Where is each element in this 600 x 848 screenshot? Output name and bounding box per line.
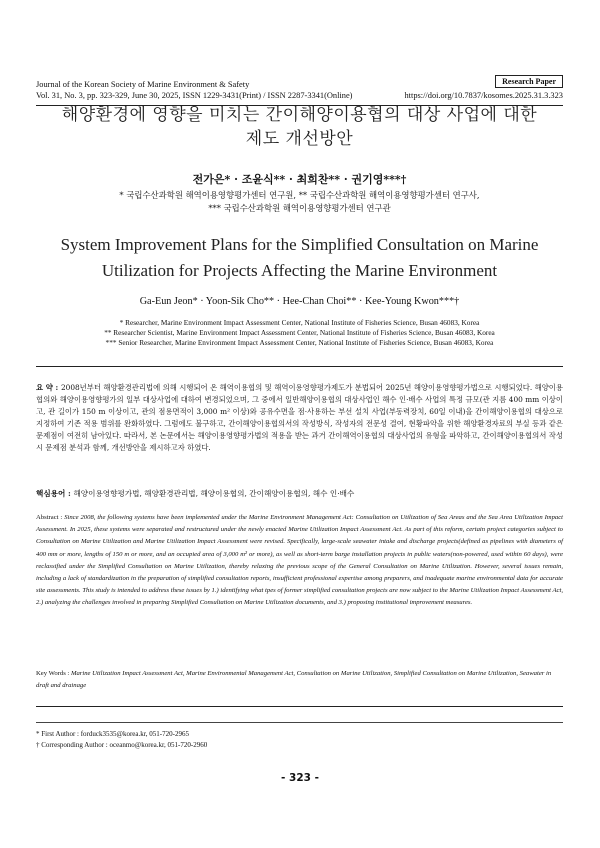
english-title — [36, 232, 563, 284]
journal-info — [36, 79, 352, 101]
english-affiliations — [36, 318, 563, 348]
korean-affiliation-1: * 국립수산과학원 해역이용영향평가센터 연구원, ** 국립수산과학원 해역이용영향평가센터 연구사, — [119, 190, 480, 200]
english-abstract-text: Since 2008, the following systems have been implemented under the Marine Environment Management Act: Consultation on Utilization of Sea Areas and the Sea Area Utilization Impact Assessment. In 2025, these systems were separated and restructured under the newly enacted Marine Utilization Impact Assessment Act. As part of this reform, certain project categories subject to Consultation on Marine Utilization and Marine Utilization Impact Assessment were revised. Specifically, large-scale seawater intake and discharge projects(defined as pipelines with diameters of 400 mm or more, lengths of 150 m or more, and an occupied area of 3,000 m² or more), as well as short-term barge installation projects in public waters(non-powered, used within 60 days), were reclassified under the Simplified Consultation on Marine Utilization, thereby relaxing the previous scope of the General Consultation on Marine Utilization. However, several issues remain, including a lack of standardization in the preparation of simplified consultation reports, insufficient professional expertise among preparers, and inadequate marine environmental data for accurate site assessments. This study is intended to address these issues by 1.) identifying what tpes of former simplified consultation projects are now subject to the Marine Utilization Impact Assessment Act, 2.) analyzing the challenges involved in preparing Simplified Consultation on Marine Utilization documents, and 3.) proposing institutional improvement measures. — [36, 514, 564, 607]
korean-title-line-2: 제도 개선방안 — [245, 129, 354, 149]
journal-volume: Vol. 31, No. 3, pp. 323-329, June 30, 2025, ISSN 1229-3431(Print) / ISSN 2287-3341(Online) — [36, 91, 353, 100]
english-keywords-text: Marine Utilization Impact Assessment Act, Marine Environmental Management Act, Consultation on Marine Utilization, Simplified Consultation on Marine Utilization, Seawater in draft and drainage — [36, 670, 552, 690]
footnotes — [36, 722, 563, 750]
english-keywords — [36, 668, 563, 692]
abstract-bottom-rule — [36, 706, 563, 707]
journal-name: Journal of the Korean Society of Marine Environment & Safety — [36, 80, 250, 89]
korean-affiliations — [36, 189, 563, 215]
english-affiliation-2: ** Researcher Scientist, Marine Environment Impact Assessment Center, National Institute of Fisheries Science, Busan 46083, Korea — [104, 328, 495, 337]
english-affiliation-1: * Researcher, Marine Environment Impact Assessment Center, National Institute of Fisheries Science, Busan 46083, Korea — [119, 318, 480, 327]
korean-abstract-label: 요 약 : — [36, 383, 61, 392]
english-abstract-label: Abstract : — [36, 514, 65, 521]
english-affiliation-3: *** Senior Researcher, Marine Environment Impact Assessment Center, National Institute of Fisheries Science, Busan 46083, Korea — [105, 338, 494, 347]
doi-link[interactable]: https://doi.org/10.7837/kosomes.2025.31.3.323 — [404, 91, 563, 100]
korean-abstract — [36, 382, 563, 454]
korean-keywords — [36, 488, 354, 499]
korean-authors: 전가은* · 조윤식** · 최희찬** · 권기영***† — [192, 173, 407, 186]
page-number: - 323 - — [281, 772, 319, 784]
abstract-top-rule — [36, 366, 563, 367]
english-authors: Ga-Eun Jeon* · Yoon-Sik Cho** · Hee-Chan Choi** · Kee-Young Kwon***† — [139, 296, 460, 307]
first-author-note: * First Author : forduck3535@korea.kr, 051-720-2965 — [36, 730, 189, 738]
korean-abstract-text: 2008년부터 해양환경관리법에 의해 시행되어 온 해역이용협의 및 해역이용영향평가제도가 분법되어 2025년 해양이용영향평가법으로 시행되었다. 해양이용협의와 해양이용영향평가의 일부 대상사업에 대하여 변경되었으며, 그 중에서 일반해양이용협의 대상사업인 해수 인·배수 사업의 특정 규모(관 지름 400 mm 이상이고, 관 길이가 150 m 이상이고, 관의 점용면적이 3,000 m² 이상)와 공유수면을 점·사용하는 부선 설치 사업(부동력장치, 60일 이내)을 간이해양이용협의 대상으로 지정하여 기존 적용 범위를 완화하였다. 그럼에도 불구하고, 간이해양이용협의서의 작성방식, 작성자의 전문성 결여, 현황파악을 위한 해양환경자료의 부실 등과 같은 문제점이 여전히 남아있다. 따라서, 본 논문에서는 해양이용영향평가법의 적용을 받는 과거 간이해역이용협의 대상사업의 유형을 파악하고, 간이해양이용협의서 작성 시 문제점 분석과 함께, 개선방안을 제시하고자 하였다. — [36, 383, 563, 452]
corresponding-author-note: † Corresponding Author : oceanmo@korea.kr, 051-720-2960 — [36, 740, 208, 749]
english-title-line-1: System Improvement Plans for the Simplified Consultation on Marine — [60, 235, 539, 254]
english-title-line-2: Utilization for Projects Affecting the Marine Environment — [101, 261, 498, 280]
english-keywords-label: Key Words : — [36, 670, 71, 677]
korean-keywords-text: 해양이용영향평가법, 해양환경관리법, 해양이용협의, 간이해양이용협의, 해수 인·배수 — [73, 489, 355, 498]
korean-title-line-1: 해양환경에 영향을 미치는 간이해양이용협의 대상 사업에 대한 — [61, 105, 538, 125]
korean-keywords-label: 핵심용어 : — [36, 489, 74, 498]
korean-title — [36, 103, 563, 151]
korean-affiliation-2: *** 국립수산과학원 해역이용영향평가센터 연구관 — [208, 203, 391, 213]
paper-type-badge: Research Paper — [495, 75, 563, 88]
english-abstract — [36, 512, 563, 610]
